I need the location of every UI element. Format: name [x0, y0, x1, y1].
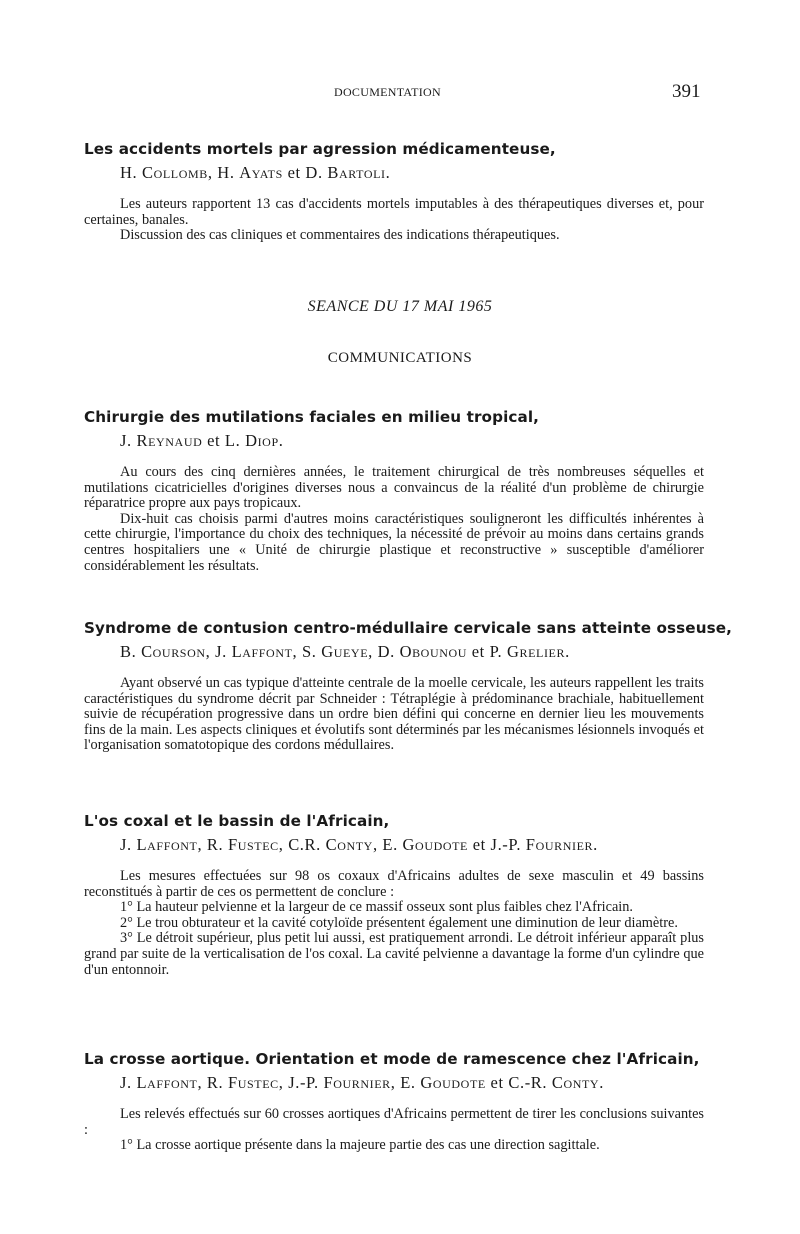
section-heading: COMMUNICATIONS: [327, 350, 473, 366]
article-authors: J. Laffont, R. Fustec, C.R. Conty, E. Goudote et J.-P. Fournier.: [120, 835, 598, 854]
session-date: SEANCE DU 17 MAI 1965: [307, 298, 493, 315]
article-authors: J. Laffont, R. Fustec, J.-P. Fournier, E. Goudote et C.-R. Conty.: [120, 1073, 604, 1092]
article-1: [84, 140, 704, 244]
abstract-paragraph: Au cours des cinq dernières années, le traitement chirurgical de très nombreuses séquelles et mutilations cicatricielles d'origines diverses nous a convaincus de la réalité d'un problème de chirurgie réparatrice propre aux pays tropicaux.: [84, 464, 704, 512]
article-abstract: [84, 676, 704, 754]
article-authors: B. Courson, J. Laffont, S. Gueye, D. Obounou et P. Grelier.: [120, 642, 570, 661]
abstract-paragraph: 2° Le trou obturateur et la cavité cotyloïde présentent également une diminution de leur diamètre.: [120, 914, 678, 931]
article-authors: H. Collomb, H. Ayats et D. Bartoli.: [120, 163, 391, 182]
abstract-paragraph: Les relevés effectués sur 60 crosses aortiques d'Africains permettent de tirer les conclusions suivantes :: [84, 1106, 704, 1138]
article-abstract: [84, 197, 704, 244]
page-number: 391: [672, 81, 701, 102]
article-2: [84, 408, 704, 574]
article-3: [84, 619, 733, 754]
article-abstract: [84, 869, 704, 978]
running-title: DOCUMENTATION: [334, 85, 441, 99]
article-title: L'os coxal et le bassin de l'Africain,: [84, 812, 390, 830]
article-title: Chirurgie des mutilations faciales en milieu tropical,: [84, 408, 539, 426]
abstract-paragraph: Discussion des cas cliniques et commentaires des indications thérapeutiques.: [120, 227, 560, 244]
article-abstract: [84, 465, 704, 574]
abstract-paragraph: 1° La crosse aortique présente dans la majeure partie des cas une direction sagittale.: [120, 1137, 600, 1154]
abstract-paragraph: 3° Le détroit supérieur, plus petit lui aussi, est pratiquement arrondi. Le détroit inférieur apparaît plus grand par suite de la verticalisation de l'os coxal. La cavité pelvienne a davantage la forme d'un cylindre que d'un entonnoir.: [84, 930, 704, 978]
article-authors: J. Reynaud et L. Diop.: [120, 431, 284, 450]
abstract-paragraph: Les auteurs rapportent 13 cas d'accidents mortels imputables à des thérapeutiques diverses et, pour certaines, banales.: [84, 196, 704, 228]
article-title: Syndrome de contusion centro-médullaire cervicale sans atteinte osseuse,: [84, 619, 733, 637]
abstract-paragraph: Ayant observé un cas typique d'atteinte centrale de la moelle cervicale, les auteurs rappellent les traits caractéristiques du syndrome décrit par Schneider : Tétraplégie à prédominance brachiale, habituellement suivie de récupération progressive dans un ordre bien défini qui concerne en dernier lieu les mouvements fins de la main. Les aspects cliniques et évolutifs sont déterminés par les mécanismes lésionnels invoqués et l'organisation somatotopique des cordons médullaires.: [84, 675, 704, 754]
article-title: La crosse aortique. Orientation et mode de ramescence chez l'Africain,: [84, 1050, 700, 1068]
abstract-paragraph: Dix-huit cas choisis parmi d'autres moins caractéristiques souligneront les difficultés inhérentes à cette chirurgie, l'importance du choix des techniques, la nécessité de prévoir au moins dans certains grands centres hospitaliers une « Unité de chirurgie plastique et reconstructive » susceptible d'améliorer considérablement les résultats.: [84, 510, 704, 574]
abstract-paragraph: Les mesures effectuées sur 98 os coxaux d'Africains adultes de sexe masculin et 49 bassins reconstitués à partir de ces os permettent de conclure :: [84, 868, 704, 900]
abstract-paragraph: 1° La hauteur pelvienne et la largeur de ce massif osseux sont plus faibles chez l'Africain.: [120, 899, 634, 916]
article-5: [84, 1050, 704, 1154]
article-title: Les accidents mortels par agression médicamenteuse,: [84, 140, 556, 158]
article-abstract: [84, 1107, 704, 1154]
article-4: [84, 812, 704, 978]
